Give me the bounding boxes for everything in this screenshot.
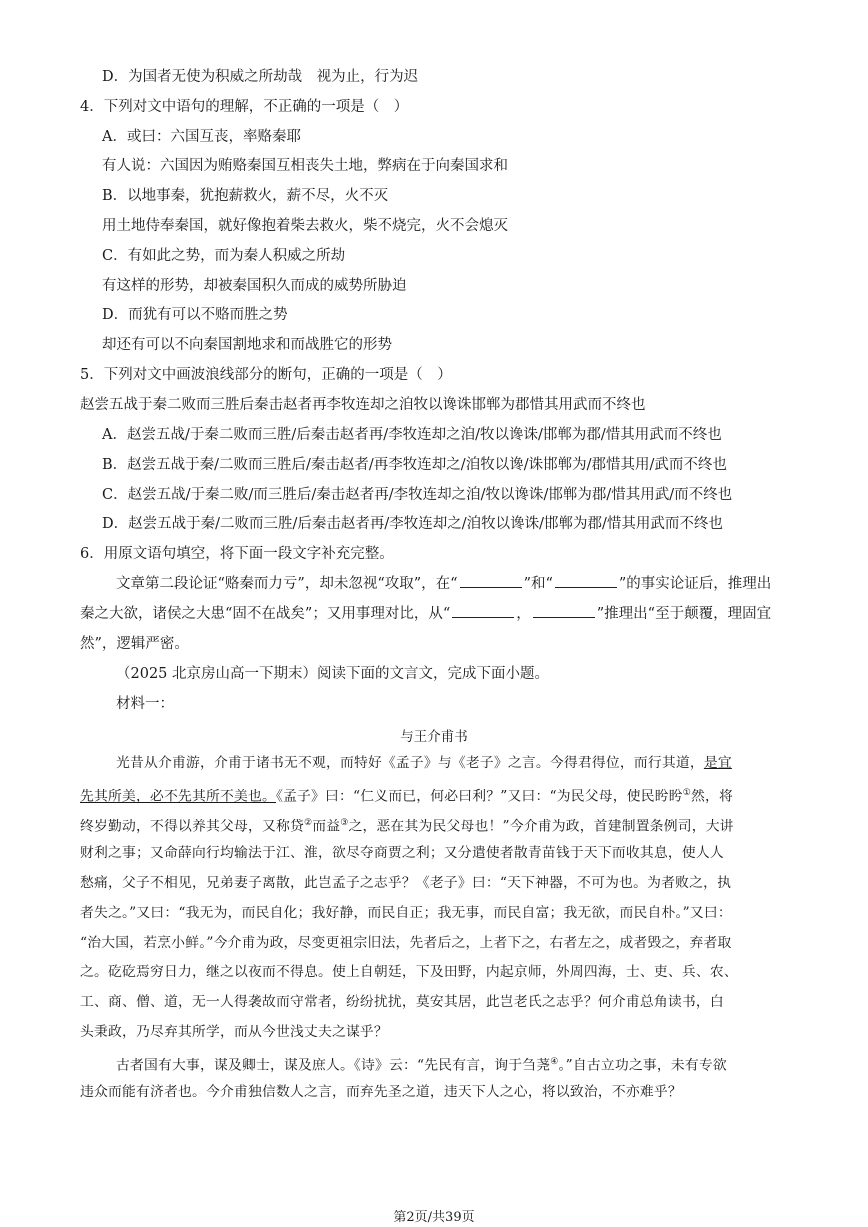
page-number: 第2页/共39页	[393, 1210, 475, 1225]
passage-line: 之。矻矻焉穷日力，继之以夜而不得息。使上自朝廷，下及田野，内起京师，外周四海，士、吏、兵、农、	[80, 964, 738, 980]
footnote-marker: ③	[340, 818, 349, 828]
passage-text: 而益	[312, 818, 341, 835]
passage-line: 愁痛，父子不相见，兄弟妻子离散，此岂孟子之志乎？《老子》曰：“天下神器，不可为也。为者败之，执	[80, 875, 732, 891]
q5-option-a: A．赵尝五战/于秦二败而三胜/后秦击赵者再/李牧连却之洎/牧以谗诛/邯郸为郡/惜其用武而不终也	[102, 427, 722, 443]
q6-paragraph-line-2	[80, 605, 771, 623]
q4-option-c-translation: 有这样的形势，却被秦国积久而成的威势所胁迫	[102, 278, 407, 294]
q3-option-d: D．为国者无使为积威之所劫哉 视为止，行为迟	[102, 69, 419, 85]
passage-text: 光昔从介甫游，介甫于诸书无不观，而特好《孟子》与《老子》之言。今得君得位，而行其道，	[116, 755, 704, 771]
q4-option-b-translation: 用土地侍奉秦国，就好像抱着柴去救火，柴不烧完，火不会熄灭	[102, 218, 508, 234]
underlined-text: 是宜	[703, 755, 732, 771]
q6-text: 秦之大欲，诸侯之大患“固不在战矣”；又用事理对比，从“	[80, 606, 451, 622]
q6-text: ”和“	[523, 576, 553, 592]
reading-intro: （2025 北京房山高一下期末）阅读下面的文言文，完成下面小题。	[116, 666, 550, 682]
passage-line	[116, 754, 732, 772]
q6-paragraph-line-3: 然”，逻辑严密。	[80, 636, 189, 652]
q4-option-a-translation: 有人说：六国因为贿赂秦国互相丧失土地，弊病在于向秦国求和	[102, 158, 508, 174]
passage-text: 然，将	[691, 788, 734, 805]
underlined-text: 先其所美，必不先其所不美也。	[80, 788, 276, 805]
passage-line: “治大国，若烹小鲜。”今介甫为政，尽变更祖宗旧法，先者后之，上者下之，右者左之，成者毁之，弃者取	[80, 935, 732, 951]
question-6: 6．用原文语句填空，将下面一段文字补充完整。	[80, 546, 394, 562]
passage-title: 与王介甫书	[400, 729, 468, 745]
passage-text: 古者国有大事，谋及卿士，谋及庶人。《诗》云：“先民有言，询于刍荛	[116, 1057, 551, 1074]
q6-text: ，	[516, 606, 531, 622]
passage-line: 头秉政，乃尽弃其所学，而从今世浅丈夫之谋乎？	[80, 1024, 388, 1040]
q5-option-d: D．赵尝五战于秦/二败而三胜/后秦击赵者再/李牧连却之/洎牧以谗诛/邯郸为郡/惜其用武而不终也	[102, 516, 723, 532]
blank-field[interactable]	[460, 575, 522, 588]
passage-text: 之，恶在其为民父母也！”今介甫为政，首建制置条例司，大讲	[348, 818, 734, 835]
q4-option-b: B．以地事秦，犹抱薪救火，薪不尽，火不灭	[102, 188, 389, 204]
q6-text: ”的事实论证后，推理出	[618, 576, 772, 592]
passage-line	[116, 1053, 727, 1075]
blank-field[interactable]	[533, 605, 595, 618]
blank-field[interactable]	[555, 575, 617, 588]
passage-line: 工、商、僧、道，无一人得袭故而守常者，纷纷扰扰，莫安其居，此岂老氏之志乎？何介甫总角读书，白	[80, 994, 724, 1010]
q6-text: ”推理出“至于颠覆，理固宜	[596, 606, 772, 622]
q4-option-a: A．或曰：六国互丧，率赂秦耶	[102, 129, 301, 145]
passage-line	[80, 784, 733, 806]
footnote-marker: ②	[303, 818, 313, 828]
q6-paragraph-line-1	[116, 575, 771, 593]
material-1-label: 材料一：	[116, 696, 174, 712]
passage-text: 《孟子》曰：“仁义而已，何必曰利？”又曰：“为民父母，使民盻盻	[275, 788, 683, 805]
q6-text: 文章第二段论证“赂秦而力亏”，却未忽视“攻取”，在“	[116, 576, 458, 592]
footnote-marker: ①	[682, 788, 692, 798]
passage-line: 违众而能有济者也。今介甫独信数人之言，而弃先圣之道，违天下人之心，将以致治，不亦难乎？	[80, 1084, 682, 1100]
footnote-marker: ④	[550, 1057, 559, 1067]
question-4: 4．下列对文中语句的理解，不正确的一项是（ ）	[80, 99, 409, 115]
q5-sentence: 赵尝五战于秦二败而三胜后秦击赵者再李牧连却之洎牧以谗诛邯郸为郡惜其用武而不终也	[80, 397, 646, 413]
passage-text: 。”自古立功之事，未有专欲	[558, 1057, 727, 1074]
q5-option-b: B．赵尝五战于秦/二败而三胜后/秦击赵者/再李牧连却之/洎牧以谗/诛邯郸为/郡惜其用/武而不终也	[102, 457, 727, 473]
blank-field[interactable]	[452, 605, 514, 618]
passage-line	[80, 814, 734, 836]
passage-text: 终岁勤动，不得以养其父母，又称贷	[80, 818, 304, 835]
passage-line: 财利之事；又命薛向行均输法于江、淮，欲尽夺商贾之利；又分遣使者散青苗钱于天下而收其息，使人人	[80, 845, 724, 861]
q5-option-c: C．赵尝五战/于秦二败/而三胜后/秦击赵者再/李牧连却之洎/牧以谗诛/邯郸为郡/惜其用武/而不终也	[102, 487, 733, 503]
q4-option-d: D．而犹有可以不赂而胜之势	[102, 307, 288, 323]
passage-line: 者失之。”又曰：“我无为，而民自化；我好静，而民自正；我无事，而民自富；我无欲，而民自朴。”又曰：	[80, 905, 732, 921]
q4-option-c: C．有如此之势，而为秦人积威之所劫	[102, 248, 346, 264]
question-5: 5．下列对文中画波浪线部分的断句，正确的一项是（ ）	[80, 367, 452, 383]
q4-option-d-translation: 却还有可以不向秦国割地求和而战胜它的形势	[102, 337, 392, 353]
